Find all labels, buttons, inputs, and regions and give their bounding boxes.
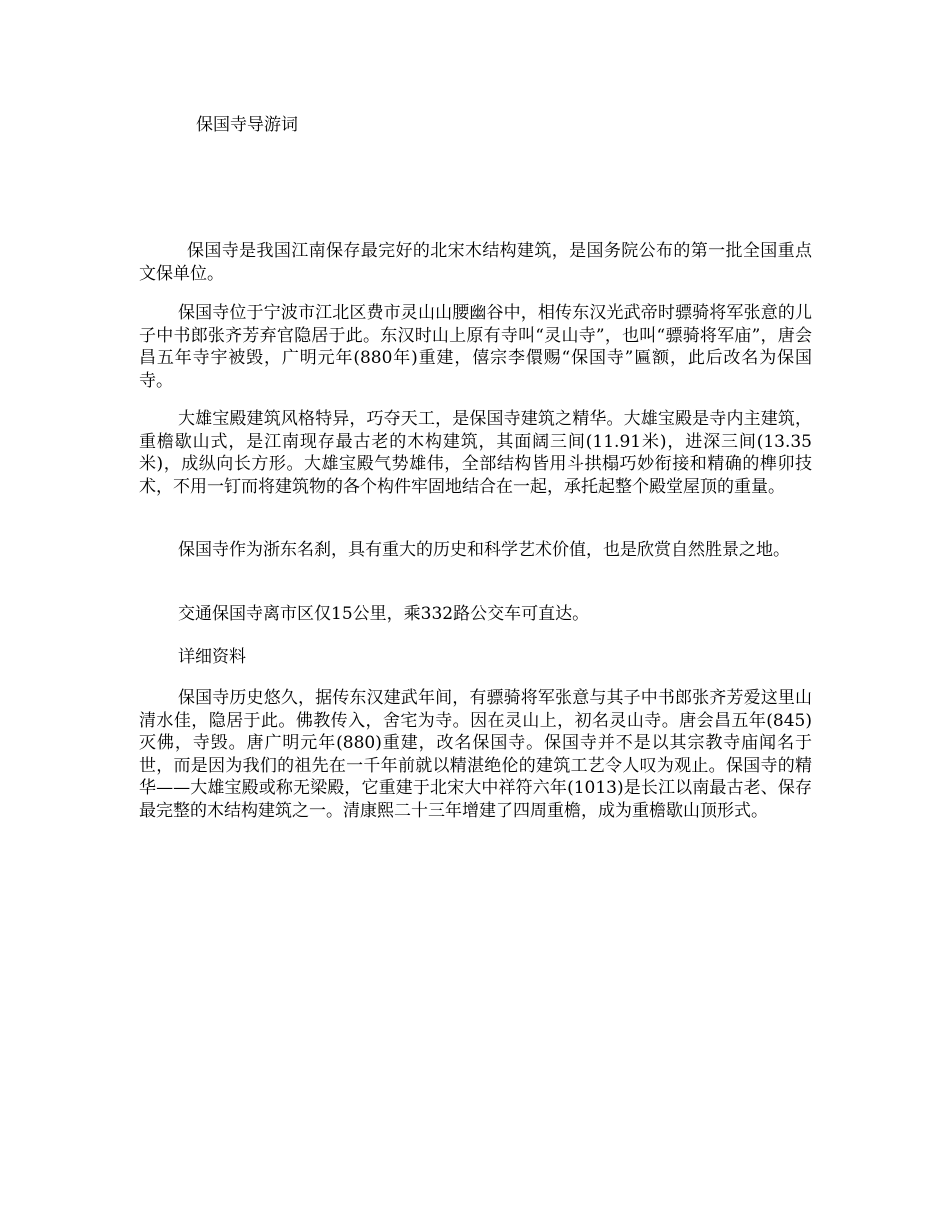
- paragraph-detailed-history: 保国寺历史悠久，据传东汉建武年间，有骠骑将军张意与其子中书郎张齐芳爱这里山清水佳，隐居于此。佛教传入，舍宅为寺。因在灵山上，初名灵山寺。唐会昌五年(845)灭佛，寺毁。唐广明元年(880)重建，改名保国寺。保国寺并不是以其宗教寺庙闻名于世，而是因为我们的祖先在一千年前就以精湛绝伦的建筑工艺令人叹为观止。保国寺的精华——大雄宝殿或称无梁殿，它重建于北宋大中祥符六年(1013)是长江以南最古老、保存最完整的木结构建筑之一。清康熙二十三年增建了四周重檐，成为重檐歇山顶形式。: [139, 688, 812, 821]
- document-title: 保国寺导游词: [196, 115, 298, 135]
- section-heading-details: 详细资料: [178, 647, 246, 667]
- paragraph-location-history: 保国寺位于宁波市江北区费市灵山山腰幽谷中，相传东汉光武帝时骠骑将军张意的儿子中书郎张齐芳弃官隐居于此。东汉时山上原有寺叫“灵山寺”，也叫“骠骑将军庙”，唐会昌五年寺宇被毁，广明元年(880年)重建，僖宗李儇赐“保国寺”匾额，此后改名为保国寺。: [139, 303, 812, 391]
- paragraph-main-hall: 大雄宝殿建筑风格特异，巧夺天工，是保国寺建筑之精华。大雄宝殿是寺内主建筑，重檐歇山式，是江南现存最古老的木构建筑，其面阔三间(11.91米)，进深三间(13.35米)，成纵向长方形。大雄宝殿气势雄伟，全部结构皆用斗拱榻巧妙衔接和精确的榫卯技术，不用一钉而将建筑物的各个构件牢固地结合在一起，承托起整个殿堂屋顶的重量。: [139, 409, 812, 497]
- paragraph-transport: 交通保国寺离市区仅15公里，乘332路公交车可直达。: [178, 604, 590, 624]
- paragraph-value: 保国寺作为浙东名刹，具有重大的历史和科学艺术价值，也是欣赏自然胜景之地。: [178, 540, 790, 560]
- paragraph-intro: 保国寺是我国江南保存最完好的北宋木结构建筑，是国务院公布的第一批全国重点文保单位。: [139, 241, 812, 284]
